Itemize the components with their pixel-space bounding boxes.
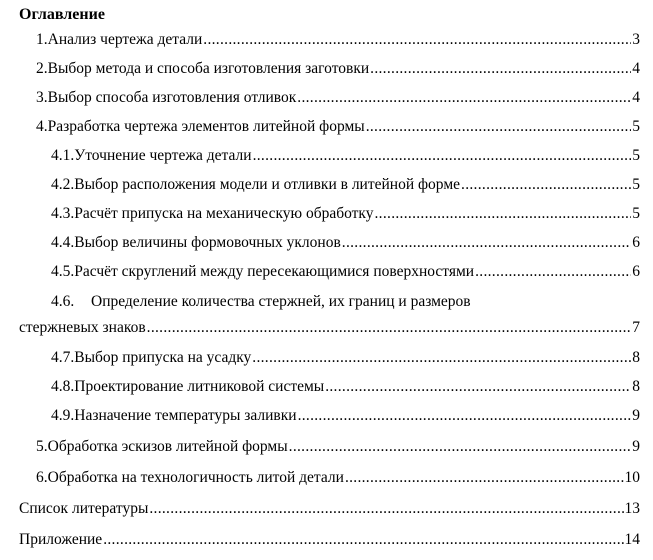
toc-page-number: 4 — [632, 89, 640, 106]
toc-page-number: 8 — [632, 349, 640, 366]
toc-page-number: 6 — [632, 234, 640, 251]
toc-dot-leader — [475, 262, 631, 282]
toc-page-number: 9 — [632, 407, 640, 424]
toc-entry-number: 4.9. — [51, 407, 75, 424]
toc-title: Оглавление — [19, 6, 105, 23]
toc-entry-appendix[interactable] — [19, 530, 640, 550]
toc-entry-label: Выбор величины формовочных уклонов — [74, 234, 341, 251]
toc-dot-leader — [253, 146, 632, 166]
toc-entry-continuation — [19, 318, 640, 338]
toc-dot-leader — [325, 377, 631, 397]
toc-page-number: 6 — [632, 263, 640, 280]
toc-page-number: 8 — [632, 378, 640, 395]
toc-dot-leader — [289, 437, 632, 457]
toc-entry-number: 3. — [36, 89, 48, 106]
toc-dot-leader — [103, 530, 623, 550]
toc-page-number: 5 — [632, 176, 640, 193]
toc-entry-label: Уточнение чертежа детали — [74, 147, 252, 164]
toc-dot-leader — [297, 88, 631, 108]
toc-entry-references[interactable] — [19, 499, 640, 519]
toc-entry-number: 4. — [36, 118, 48, 135]
toc-entry-number: 4.1. — [51, 147, 75, 164]
toc-dot-leader — [342, 233, 631, 253]
toc-entry-label: Выбор припуска на усадку — [74, 349, 252, 366]
toc-entry-number: 4.7. — [51, 349, 75, 366]
toc-dot-leader — [147, 318, 632, 338]
toc-entry-6[interactable] — [36, 468, 640, 488]
toc-dot-leader — [252, 348, 631, 368]
toc-dot-leader — [461, 175, 631, 195]
toc-entry-number: 1. — [36, 31, 48, 48]
toc-page-number: 9 — [632, 438, 640, 455]
toc-entry-number: 4.8. — [51, 378, 75, 395]
toc-dot-leader — [366, 117, 632, 137]
toc-dot-leader — [370, 59, 631, 79]
toc-entry-label: Приложение — [19, 531, 103, 548]
toc-page-number: 7 — [632, 319, 640, 336]
toc-entry-label: Анализ чертежа детали — [47, 31, 203, 48]
toc-entry-label: Выбор расположения модели и отливки в литейной форме — [74, 176, 461, 193]
toc-entry-5[interactable] — [36, 437, 640, 457]
toc-entry-first-line — [51, 292, 471, 312]
toc-entry-3[interactable] — [36, 88, 640, 108]
toc-entry-number: 4.2. — [51, 176, 75, 193]
toc-entry-4-2[interactable] — [51, 175, 640, 195]
toc-dot-leader — [203, 30, 631, 50]
toc-entry-4-4[interactable] — [51, 233, 640, 253]
toc-page-number: 4 — [632, 60, 640, 77]
toc-entry-4-1[interactable] — [51, 146, 640, 166]
toc-page-number: 5 — [632, 118, 640, 135]
toc-entry-label: Выбор метода и способа изготовления заготовки — [47, 60, 370, 77]
toc-dot-leader — [345, 468, 624, 488]
toc-entry-label: Расчёт припуска на механическую обработку — [74, 205, 374, 222]
toc-page-number: 5 — [632, 205, 640, 222]
toc-dot-leader — [375, 204, 632, 224]
toc-page-number: 13 — [624, 500, 640, 517]
toc-page-number: 5 — [632, 147, 640, 164]
toc-entry-label: Проектирование литниковой системы — [74, 378, 325, 395]
toc-dot-leader — [149, 499, 623, 519]
toc-entry-1[interactable] — [36, 30, 640, 50]
toc-entry-label: Выбор способа изготовления отливок — [47, 89, 297, 106]
toc-entry-4-3[interactable] — [51, 204, 640, 224]
toc-entry-label: Назначение температуры заливки — [74, 407, 297, 424]
toc-entry-label: Определение количества стержней, их границ и размеров — [91, 293, 471, 310]
toc-entry-4-5[interactable] — [51, 262, 640, 282]
toc-entry-4-8[interactable] — [51, 377, 640, 397]
toc-entry-number: 4.4. — [51, 234, 75, 251]
toc-entry-number: 4.5. — [51, 263, 75, 280]
toc-entry-label: Обработка эскизов литейной формы — [47, 438, 288, 455]
toc-entry-number: 4.3. — [51, 205, 75, 222]
toc-page-number: 14 — [624, 531, 640, 548]
toc-entry-2[interactable] — [36, 59, 640, 79]
toc-entry-number: 2. — [36, 60, 48, 77]
toc-entry-label: Разработка чертежа элементов литейной формы — [47, 118, 365, 135]
toc-entry-4-7[interactable] — [51, 348, 640, 368]
toc-entry-4-9[interactable] — [51, 406, 640, 426]
toc-entry-number: 4.6. — [51, 293, 75, 310]
toc-entry-number: 5. — [36, 438, 48, 455]
toc-entry-label: Расчёт скруглений между пересекающимися поверхностями — [74, 263, 475, 280]
toc-entry-4[interactable] — [36, 117, 640, 137]
toc-entry-number: 6. — [36, 469, 48, 486]
toc-entry-label-continued: стержневых знаков — [19, 319, 146, 336]
toc-entry-label: Обработка на технологичность литой детали — [47, 469, 344, 486]
toc-entry-label: Список литературы — [19, 500, 149, 517]
toc-page-number: 3 — [632, 31, 640, 48]
toc-dot-leader — [298, 406, 632, 426]
toc-page-number: 10 — [624, 469, 640, 486]
